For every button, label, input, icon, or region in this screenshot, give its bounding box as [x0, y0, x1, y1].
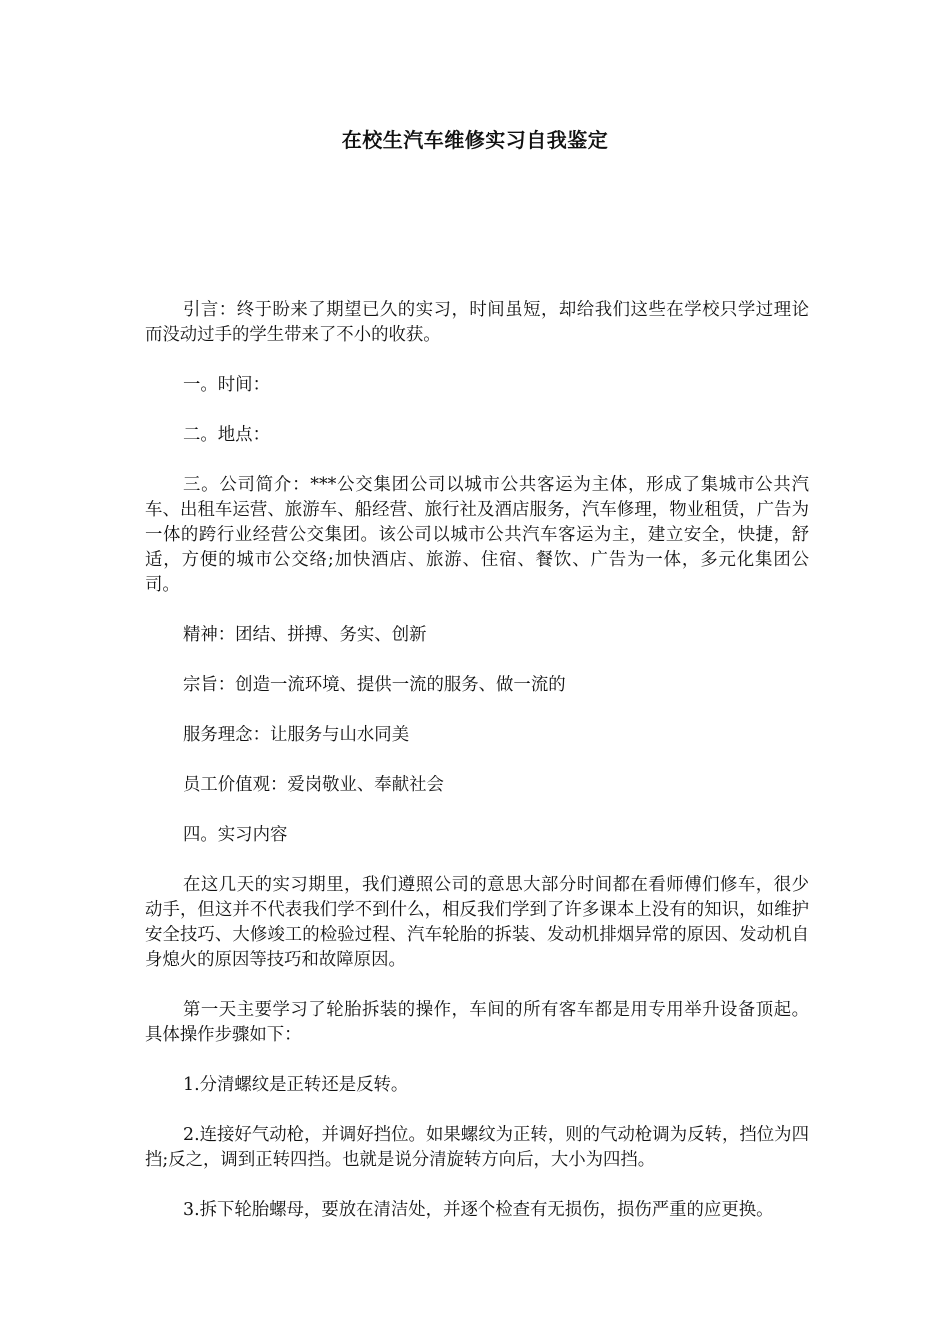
paragraph-employee-values: 员工价值观：爱岗敬业、奉献社会 [183, 775, 444, 795]
paragraph-spirit: 精神：团结、拼搏、务实、创新 [183, 625, 427, 645]
paragraph-step-3: 3.拆下轮胎螺母，要放在清洁处，并逐个检查有无损伤，损伤严重的应更换。 [183, 1200, 774, 1220]
document-body [145, 298, 809, 1248]
paragraph-step-2: 2.连接好气动枪，并调好挡位。如果螺纹为正转，则的气动枪调为反转，挡位为四挡;反之，调到正转四挡。也就是说分清旋转方向后，大小为四挡。 [145, 1125, 809, 1170]
paragraph-location: 二。地点： [183, 425, 270, 445]
paragraph-step-1: 1.分清螺纹是正转还是反转。 [183, 1075, 409, 1095]
paragraph-internship-content-heading: 四。实习内容 [183, 825, 288, 845]
paragraph-intro: 引言：终于盼来了期望已久的实习，时间虽短，却给我们这些在学校只学过理论而没动过手的学生带来了不小的收获。 [145, 300, 809, 345]
document-title: 在校生汽车维修实习自我鉴定 [341, 128, 609, 152]
paragraph-company-intro: 三。公司简介：***公交集团公司以城市公共客运为主体，形成了集城市公共汽车、出租车运营、旅游车、船经营、旅行社及酒店服务，汽车修理，物业租赁，广告为一体的跨行业经营公交集团。该公司以城市公共汽车客运为主，建立安全，快捷，舒适，方便的城市公交络;加快酒店、旅游、住宿、餐饮、广告为一体，多元化集团公司。 [145, 475, 809, 595]
paragraph-day-one: 第一天主要学习了轮胎拆装的操作，车间的所有客车都是用专用举升设备顶起。具体操作步骤如下： [145, 1000, 809, 1045]
paragraph-time: 一。时间： [183, 375, 270, 395]
paragraph-internship-content: 在这几天的实习期里，我们遵照公司的意思大部分时间都在看师傅们修车，很少动手，但这并不代表我们学不到什么，相反我们学到了许多课本上没有的知识，如维护安全技巧、大修竣工的检验过程、汽车轮胎的拆装、发动机排烟异常的原因、发动机自身熄火的原因等技巧和故障原因。 [145, 875, 809, 970]
paragraph-purpose: 宗旨：创造一流环境、提供一流的服务、做一流的 [183, 675, 566, 695]
paragraph-service-concept: 服务理念：让服务与山水同美 [183, 725, 410, 745]
